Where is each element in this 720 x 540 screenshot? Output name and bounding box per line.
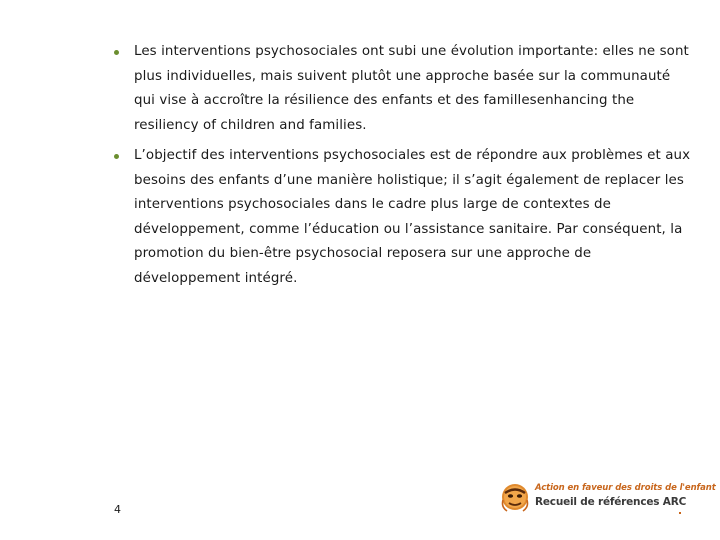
bullet-text: L’objectif des interventions psychosociales est de répondre aux problèmes et aux besoins des enfants d’une manière holistique; il s’agit également de replacer les interventions psychosociales dans le cadre plus large de contextes de développement, comme l’éducation ou l’assistance sanitaire. Par conséquent, la promotion du bien-être psychosocial reposera sur une approche de développement intégré. <box>134 148 691 286</box>
bullet-dot-icon <box>114 50 119 55</box>
bullet-dot-icon <box>114 154 119 159</box>
bullet-item <box>113 40 693 138</box>
logo-title: Recueil de références ARC <box>535 496 687 508</box>
bullet-text: Les interventions psychosociales ont subi une évolution importante: elles ne sont plus individuelles, mais suivent plutôt une approche basée sur la communauté qui vise à accroître la résilience des enfants et des famillesenhancing the resiliency of children and families. <box>134 44 689 133</box>
corner-mark <box>679 512 681 514</box>
arc-logo <box>500 480 716 516</box>
page-number: 4 <box>114 503 121 516</box>
logo-tagline: Action en faveur des droits de l'enfant <box>535 483 716 493</box>
bullet-item <box>113 144 693 291</box>
child-face-emblem-icon <box>500 480 530 514</box>
bullet-list <box>113 40 693 297</box>
